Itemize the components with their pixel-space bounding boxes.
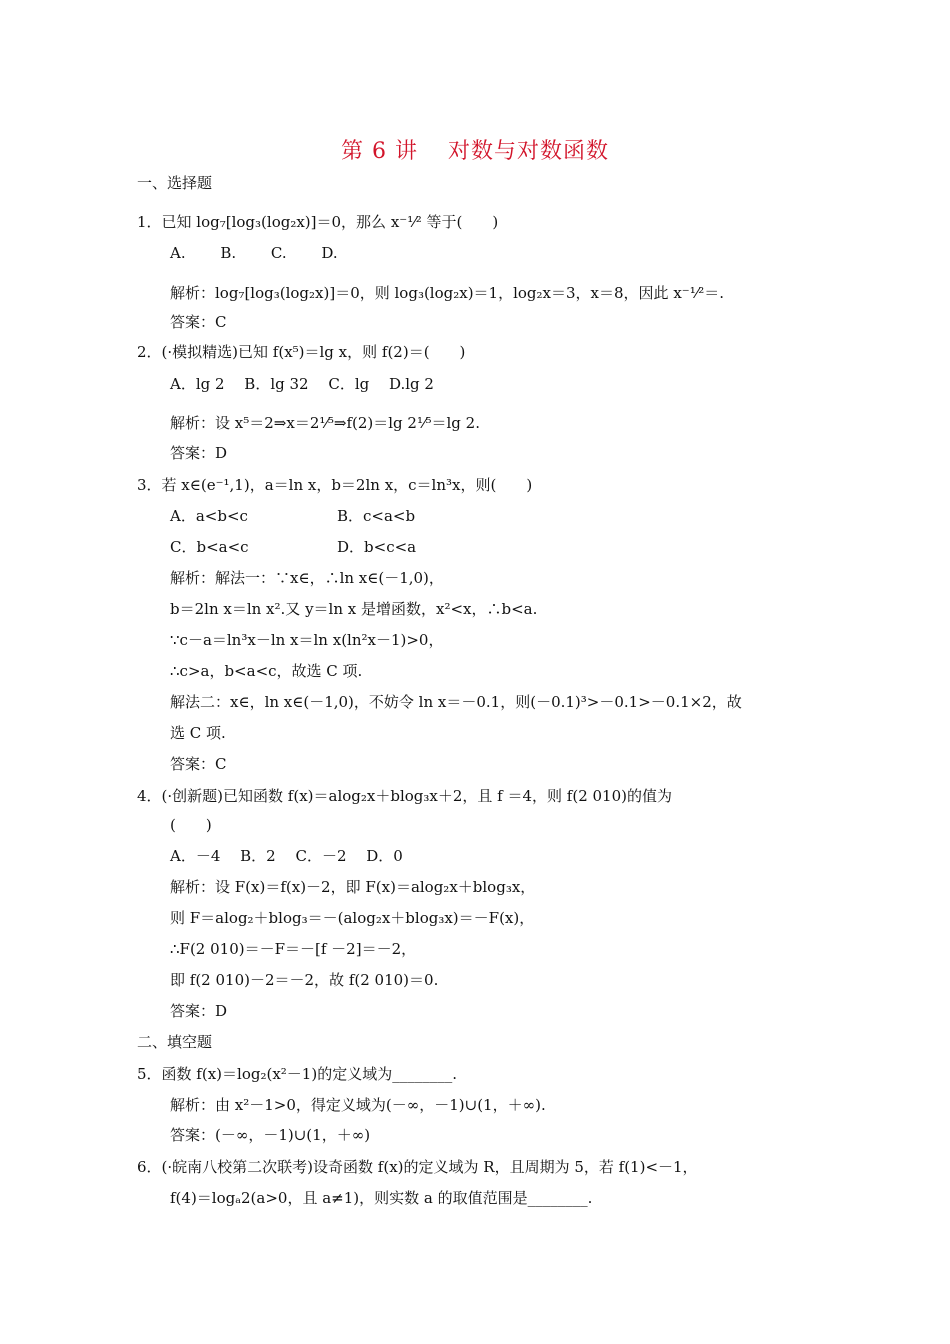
question-3-solution-line: b＝2ln x＝ln x².又 y＝ln x 是增函数，x²<x，∴b<a. — [170, 600, 538, 618]
question-4: 4．(·创新题)已知函数 f(x)＝alog₂x＋blog₃x＋2，且 f ＝4，则 f(2 010)的值为 — [137, 787, 672, 805]
option-a: A．a<b<c — [170, 507, 248, 525]
question-1-answer: 答案：C — [170, 313, 227, 331]
question-3-options-row1 — [170, 506, 415, 526]
question-4-solution-line: 则 F＝alog₂＋blog₃＝－(alog₂x＋blog₃x)＝－F(x)， — [170, 909, 535, 927]
option-b: B．c<a<b — [337, 507, 416, 525]
question-4-paren: ( ) — [170, 816, 212, 834]
question-5: 5．函数 f(x)＝log₂(x²－1)的定义域为________. — [137, 1065, 457, 1083]
question-3: 3．若 x∈(e⁻¹,1)，a＝ln x，b＝2ln x，c＝ln³x，则( ) — [137, 476, 533, 494]
question-1-solution: 解析：log₇[log₃(log₂x)]＝0，则 log₃(log₂x)＝1，log₂x＝3，x＝8，因此 x⁻¹⁄²＝. — [170, 284, 724, 302]
question-2-options: A．lg 2 B．lg 32 C．lg D.lg 2 — [170, 375, 434, 393]
question-4-solution-line: 即 f(2 010)－2＝－2，故 f(2 010)＝0. — [170, 971, 439, 989]
question-3-solution-line: 解法二：x∈，ln x∈(－1,0)，不妨令 ln x＝－0.1，则(－0.1)³>－0.1>－0.1×2，故 — [170, 693, 742, 711]
question-2-answer: 答案：D — [170, 444, 228, 462]
question-3-solution-line: ∵c－a＝ln³x－ln x＝ln x(ln²x－1)>0， — [170, 631, 444, 649]
question-6: 6．(·皖南八校第二次联考)设奇函数 f(x)的定义域为 R，且周期为 5，若 f(1)<－1， — [137, 1158, 698, 1176]
question-4-answer: 答案：D — [170, 1002, 228, 1020]
question-1: 1．已知 log₇[log₃(log₂x)]＝0，那么 x⁻¹⁄² 等于( ) — [137, 213, 499, 231]
section-heading-choice: 一、选择题 — [137, 174, 213, 192]
question-2-solution: 解析：设 x⁵＝2⇒x＝2¹⁄⁵⇒f(2)＝lg 2¹⁄⁵＝lg 2. — [170, 414, 480, 432]
question-4-options: A．－4 B．2 C．－2 D．0 — [170, 847, 403, 865]
question-3-solution-line: ∴c>a，b<a<c，故选 C 项. — [170, 662, 363, 680]
question-1-options: A. B. C. D. — [170, 244, 338, 262]
question-2: 2．(·模拟精选)已知 f(x⁵)＝lg x，则 f(2)＝( ) — [137, 343, 466, 361]
question-6-continued: f(4)＝logₐ2(a>0，且 a≠1)，则实数 a 的取值范围是________. — [170, 1189, 593, 1207]
question-3-solution-line: 解析：解法一：∵x∈，∴ln x∈(－1,0)， — [170, 569, 444, 587]
option-d: D．b<c<a — [337, 538, 417, 556]
question-3-solution-line: 选 C 项. — [170, 724, 226, 742]
page-title — [0, 134, 950, 165]
question-5-answer: 答案：(－∞，－1)∪(1，＋∞) — [170, 1126, 371, 1144]
question-5-solution: 解析：由 x²－1>0，得定义域为(－∞，－1)∪(1，＋∞). — [170, 1096, 546, 1114]
question-3-answer: 答案：C — [170, 755, 227, 773]
lecture-topic: 对数与对数函数 — [447, 139, 609, 164]
question-3-options-row2 — [170, 537, 416, 557]
option-c: C．b<a<c — [170, 538, 249, 556]
lecture-number: 第 6 讲 — [341, 139, 418, 164]
section-heading-fill: 二、填空题 — [137, 1033, 213, 1051]
question-4-solution-line: ∴F(2 010)＝－F＝－[f －2]＝－2， — [170, 940, 417, 958]
question-4-solution-line: 解析：设 F(x)＝f(x)－2，即 F(x)＝alog₂x＋blog₃x， — [170, 878, 536, 896]
